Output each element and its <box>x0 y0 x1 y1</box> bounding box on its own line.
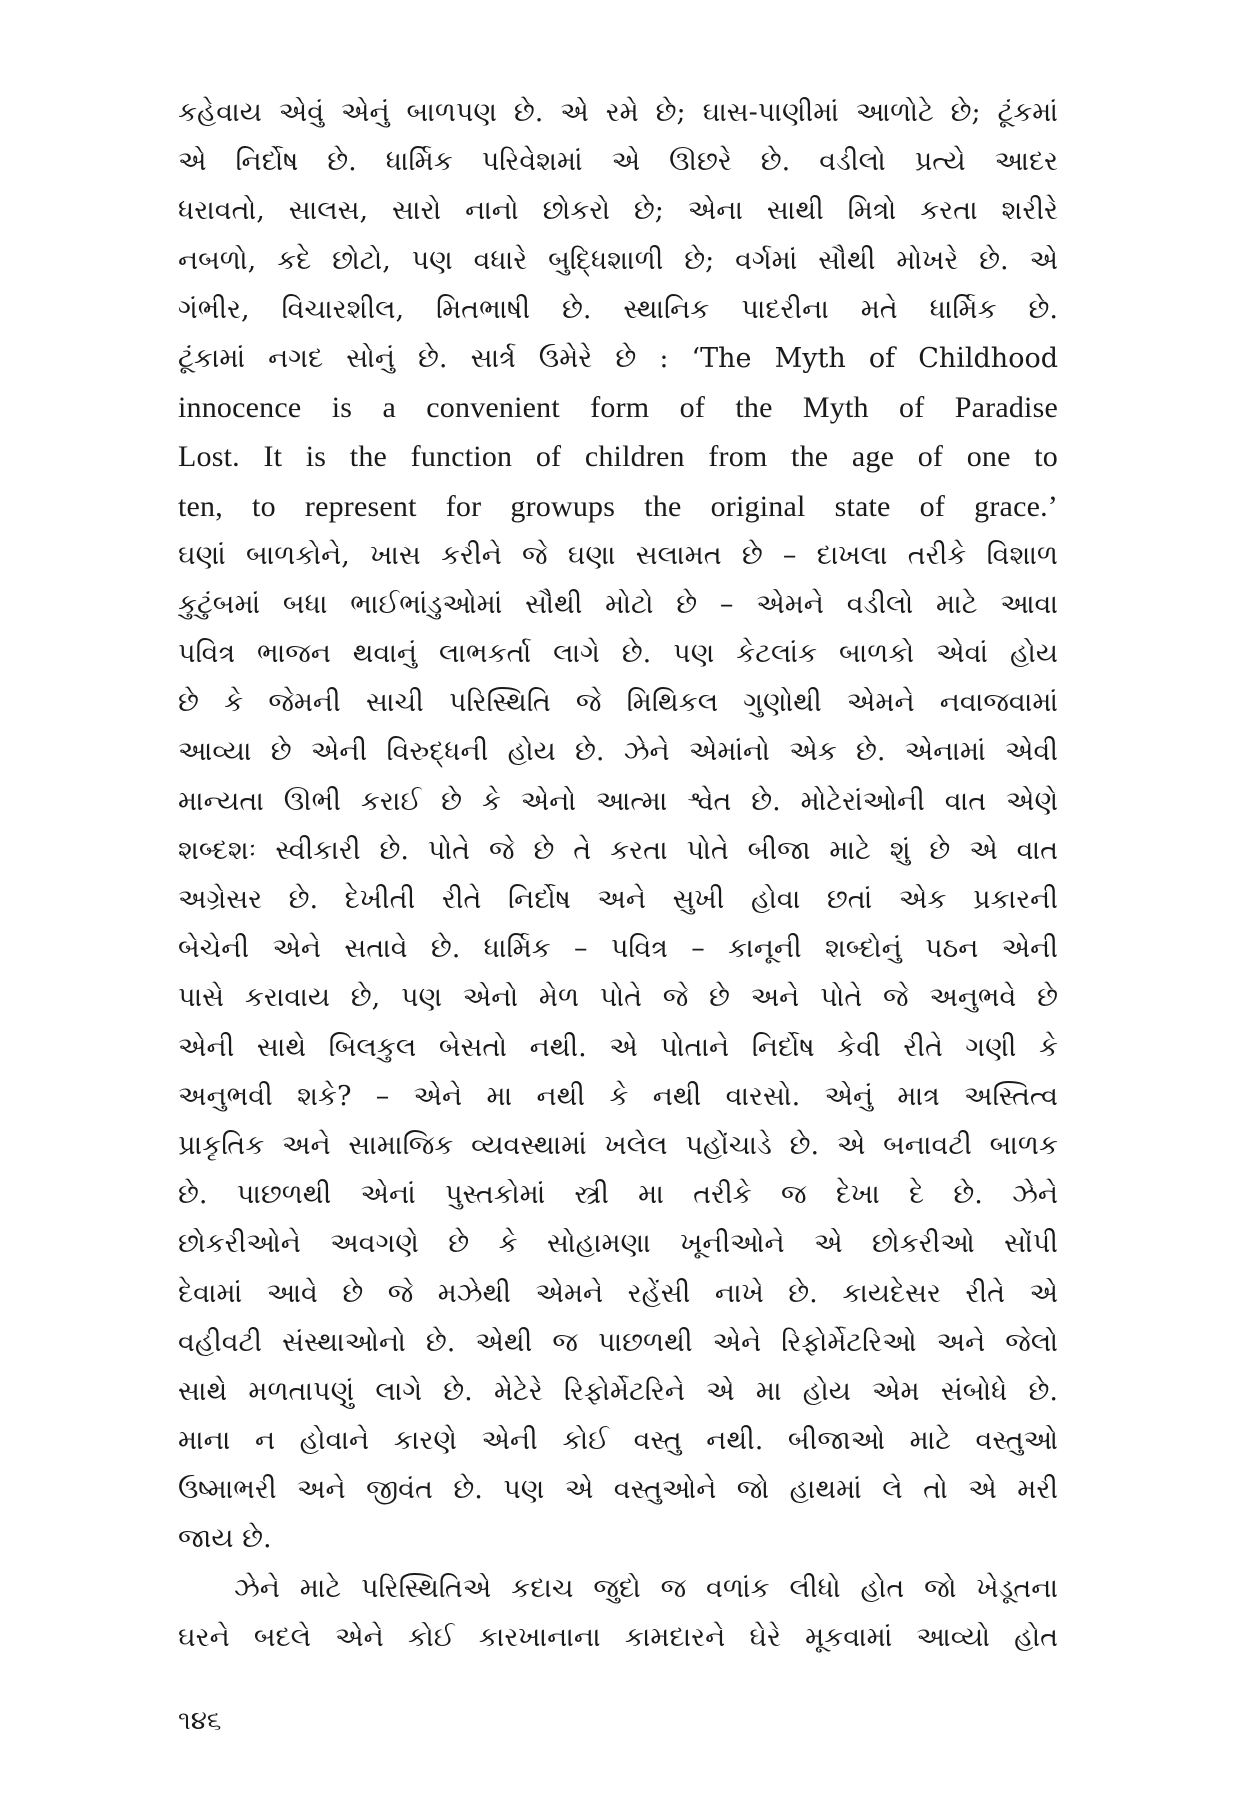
text-line: અનુભવી શકે? – એને મા નથી કે નથી વારસો. એનું માત્ર અસ્તિત્વ <box>178 1080 1058 1112</box>
page-number: ૧૪૬ <box>178 1706 222 1736</box>
text-line: ઘણાં બાળકોને, ખાસ કરીને જે ઘણા સલામત છે – દાખલા તરીકે વિશાળ <box>178 539 1058 571</box>
text-line: માના ન હોવાને કારણે એની કોઈ વસ્તુ નથી. બીજાઓ માટે વસ્તુઓ <box>178 1425 1058 1457</box>
text-line: ઘરને બદલે એને કોઈ કારખાનાના કામદારને ઘેરે મૂકવામાં આવ્યો હોત <box>178 1621 1058 1653</box>
text-line: કહેવાય એવું એનું બાળપણ છે. એ રમે છે; ઘાસ-પાણીમાં આળોટે છે; ટૂંકમાં <box>178 97 1058 128</box>
text-line: બેચેની એને સતાવે છે. ધાર્મિક – પવિત્ર – કાનૂની શબ્દોનું પઠન એની <box>178 933 1058 965</box>
text-line: કુટુંબમાં બધા ભાઈભાંડુઓમાં સૌથી મોટો છે – એમને વડીલો માટે આવા <box>178 588 1058 620</box>
paragraph-2 <box>178 1564 1058 1662</box>
text-line: શબ્દશઃ સ્વીકારી છે. પોતે જે છે તે કરતા પોતે બીજા માટે શું છે એ વાત <box>178 834 1058 866</box>
text-line: આવ્યા છે એની વિરુદ્ધની હોય છે. ઝેને એમાંનો એક છે. એનામાં એવી <box>178 736 1058 768</box>
text-line: એની સાથે બિલકુલ બેસતો નથી. એ પોતાને નિર્દોષ કેવી રીતે ગણી કે <box>178 1031 1058 1063</box>
text-line: પાસે કરાવાય છે, પણ એનો મેળ પોતે જે છે અને પોતે જે અનુભવે છે <box>178 982 1058 1014</box>
text-line: Lost. It is the function of children from the age of one to <box>178 440 1058 474</box>
text-line: સાથે મળતાપણું લાગે છે. મેટેરે રિફોર્મેટરિને એ મા હોય એમ સંબોધે છે. <box>178 1375 1058 1407</box>
book-page <box>178 88 1058 1662</box>
text-line: છે કે જેમની સાચી પરિસ્થિતિ જે મિથિકલ ગુણોથી એમને નવાજવામાં <box>178 687 1058 719</box>
text-line: નબળો, કદે છોટો, પણ વધારે બુદ્ધિશાળી છે; વર્ગમાં સૌથી મોખરે છે. એ <box>178 244 1058 276</box>
text-line: પવિત્ર ભાજન થવાનું લાભકર્તા લાગે છે. પણ કેટલાંક બાળકો એવાં હોય <box>178 638 1058 670</box>
text-line: જાય છે. <box>178 1523 272 1555</box>
text-line: અગ્રેસર છે. દેખીતી રીતે નિર્દોષ અને સુખી હોવા છતાં એક પ્રકારની <box>178 884 1058 915</box>
text-line: ten, to represent for growups the original state of grace.’ <box>178 489 1058 523</box>
text-line: છે. પાછળથી એનાં પુસ્તકોમાં સ્ત્રી મા તરીકે જ દેખા દે છે. ઝેને <box>178 1179 1058 1211</box>
text-line: છોકરીઓને અવગણે છે કે સોહામણા ખૂનીઓને એ છોકરીઓ સોંપી <box>178 1228 1058 1260</box>
text-line: દેવામાં આવે છે જે મઝેથી એમને રહેંસી નાખે છે. કાયદેસર રીતે એ <box>178 1277 1058 1309</box>
text-line: માન્યતા ઊભી કરાઈ છે કે એનો આત્મા શ્વેત છે. મોટેરાંઓની વાત એણે <box>178 785 1058 817</box>
text-line: ઉષ્માભરી અને જીવંત છે. પણ એ વસ્તુઓને જો હાથમાં લે તો એ મરી <box>178 1474 1058 1506</box>
text-line: ગંભીર, વિચારશીલ, મિતભાષી છે. સ્થાનિક પાદરીના મતે ધાર્મિક છે. <box>178 293 1058 325</box>
text-line: એ નિર્દોષ છે. ધાર્મિક પરિવેશમાં એ ઊછરે છે. વડીલો પ્રત્યે આદર <box>178 146 1058 178</box>
text-line: innocence is a convenient form of the Myth of Paradise <box>178 391 1058 425</box>
text-line: ટૂંકામાં નગદ સોનું છે. સાર્ત્ર ઉમેરે છે : ‘The Myth of Childhood <box>178 342 1058 374</box>
text-line: વહીવટી સંસ્થાઓનો છે. એથી જ પાછળથી એને રિફોર્મેટરિઓ અને જેલો <box>178 1326 1058 1358</box>
text-line: ઝેને માટે પરિસ્થિતિએ કદાચ જુદો જ વળાંક લીધો હોત જો ખેડૂતના <box>234 1572 1058 1604</box>
text-line: ધરાવતો, સાલસ, સારો નાનો છોકરો છે; એના સાથી મિત્રો કરતા શરીરે <box>178 195 1058 227</box>
text-line: પ્રાકૃતિક અને સામાજિક વ્યવસ્થામાં ખલેલ પહોંચાડે છે. એ બનાવટી બાળક <box>178 1129 1058 1161</box>
paragraph-1 <box>178 88 1058 1564</box>
